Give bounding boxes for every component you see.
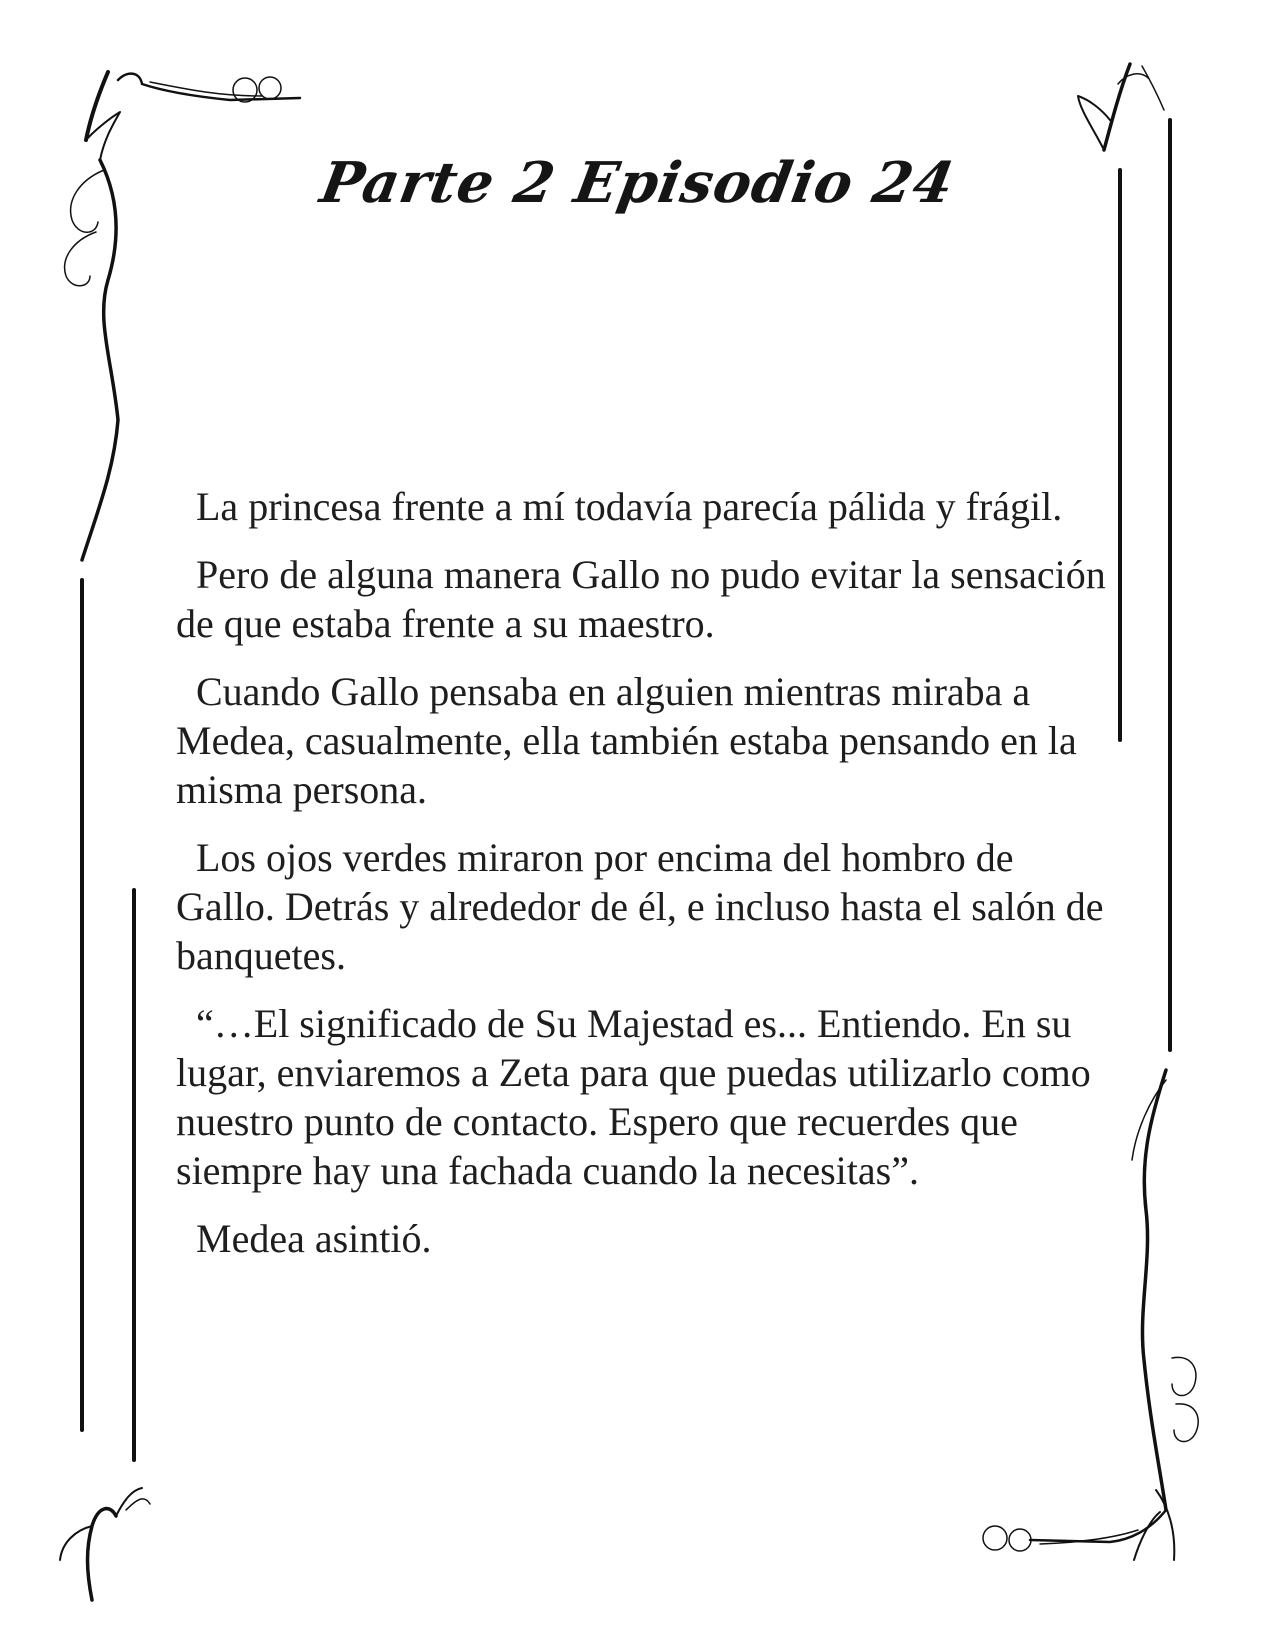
- top-right-flourish-icon: [1078, 64, 1164, 150]
- bottom-left-flourish-icon: [60, 1488, 150, 1600]
- paragraph-5: “…El significado de Su Majestad es... Entiendo. En su lugar, enviaremos a Zeta para que puedas utilizarlo como nuestro punto de contacto. Espero que recuerdes que siempre hay una fachada cuando la necesitas”.: [176, 1001, 1091, 1193]
- paragraph-4: Los ojos verdes miraron por encima del hombro de Gallo. Detrás y alrededor de él, e incluso hasta el salón de banquetes.: [176, 835, 1104, 978]
- paragraph-2: Pero de alguna manera Gallo no pudo evitar la sensación de que estaba frente a su maestro.: [176, 552, 1106, 646]
- page-title: Parte 2 Episodio 24: [315, 150, 960, 216]
- body-text: [176, 482, 1116, 1282]
- paragraph-1: La princesa frente a mí todavía parecía pálida y frágil.: [196, 484, 1063, 529]
- paragraph-3: Cuando Gallo pensaba en alguien mientras miraba a Medea, casualmente, ella también estaba pensando en la misma persona.: [176, 669, 1077, 812]
- paragraph-6: Medea asintió.: [196, 1216, 432, 1261]
